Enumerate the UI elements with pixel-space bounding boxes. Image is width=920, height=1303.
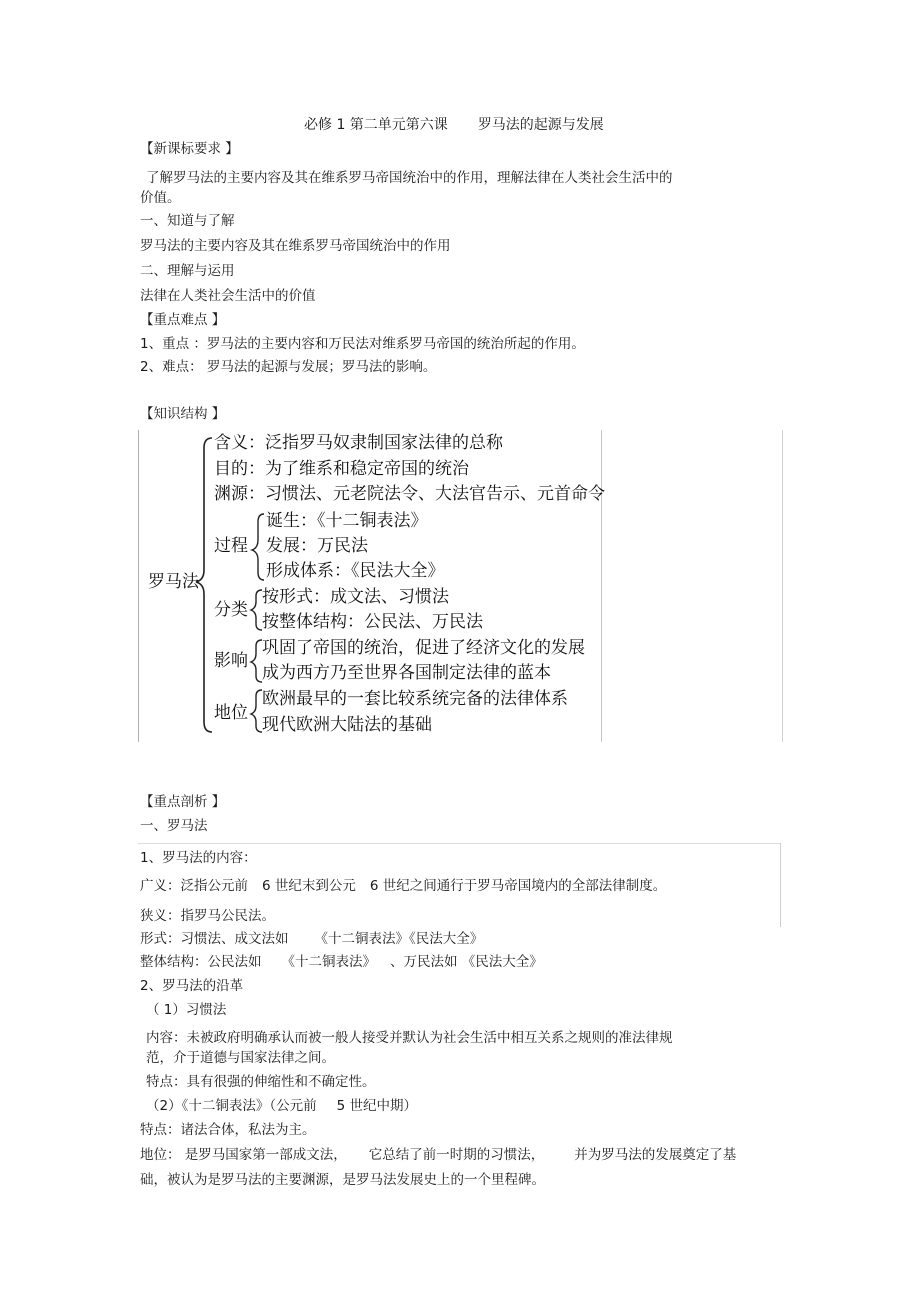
process-brace (252, 514, 264, 580)
influence-brace (251, 640, 262, 682)
broad-definition (140, 880, 666, 894)
diagram-source: 渊源：习惯法、元老院法令、大法官告示、元首命令 (214, 484, 605, 504)
page-title (304, 118, 604, 132)
twelve-a: （2）《十二铜表法》（公元前 (146, 1098, 317, 1114)
status-b: 它总结了前一时期的习惯法， (368, 1147, 545, 1163)
twelve-b: 5 世纪中期） (336, 1098, 417, 1114)
custom-law-heading: （ 1）习惯法 (146, 1002, 227, 1018)
form-b: 《十二铜表法》《民法大全》 (314, 931, 484, 947)
diagram-influence-item-2: 成为西方乃至世界各国制定法律的蓝本 (262, 663, 551, 683)
standard-line-1: 了解罗马法的主要内容及其在维系罗马帝国统治中的作用，理解法律在人类社会生活中的 (146, 170, 673, 186)
standard-line-2: 价值。 (140, 190, 181, 206)
standard-part1-heading: 一、知道与了解 (140, 213, 235, 229)
category-brace (251, 590, 262, 630)
diagram-process-item-3: 形成体系：《民法大全》 (266, 561, 445, 581)
standard-heading: 【新课标要求 】 (140, 141, 239, 157)
title-lesson: 必修 1 第二单元第六课 (304, 117, 448, 133)
form-a: 形式：习惯法、成文法如 (140, 931, 289, 947)
form-line (140, 933, 483, 947)
knowledge-structure-diagram (138, 430, 784, 742)
evolution-heading: 2、罗马法的沿革 (140, 978, 244, 994)
diagram-root: 罗马法 (148, 572, 199, 592)
diagram-category-item-2: 按整体结构：公民法、万民法 (262, 612, 483, 632)
diagram-process-item-2: 发展：万民法 (266, 536, 368, 556)
keypoints-line-1: 1、重点 ：罗马法的主要内容和万民法对维系罗马帝国的统治所起的作用。 (140, 336, 585, 352)
analysis-section-1: 一、罗马法 (140, 818, 208, 834)
status-a: 地位： 是罗马国家第一部成文法， (140, 1147, 347, 1163)
broad-a: 广义：泛指公元前 (140, 878, 248, 894)
keypoints-heading: 【重点难点 】 (140, 312, 226, 328)
twelve-status-line-1 (140, 1149, 736, 1163)
structure-heading: 【知识结构 】 (140, 406, 226, 422)
broad-b: 6 世纪末到公元 (262, 878, 356, 894)
diagram-influence-label: 影响 (214, 651, 248, 671)
twelve-status-line-2: 础，被认为是罗马法的主要渊源，是罗马法发展史上的一个里程碑。 (140, 1172, 545, 1188)
custom-content-2: 范，介于道德与国家法律之间。 (146, 1050, 335, 1066)
diagram-status-item-2: 现代欧洲大陆法的基础 (262, 715, 432, 735)
diagram-process-item-1: 诞生：《十二铜表法》 (266, 511, 428, 531)
diagram-meaning: 含义：泛指罗马奴隶制国家法律的总称 (214, 433, 503, 453)
twelve-tables-heading (146, 1100, 417, 1114)
narrow-definition: 狭义：指罗马公民法。 (140, 908, 275, 924)
whole-b: 《十二铜表法》 (281, 954, 376, 970)
twelve-feature: 特点：诸法合体，私法为主。 (140, 1122, 316, 1138)
diagram-status-item-1: 欧洲最早的一套比较系统完备的法律体系 (262, 689, 568, 709)
standard-part2-text: 法律在人类社会生活中的价值 (140, 288, 316, 304)
content-box-top-border (138, 843, 781, 844)
content-box-right-border (780, 843, 781, 927)
keypoints-line-2: 2、难点： 罗马法的起源与发展；罗马法的影响。 (140, 359, 437, 375)
standard-part1-text: 罗马法的主要内容及其在维系罗马帝国统治中的作用 (140, 238, 451, 254)
diagram-category-item-1: 按形式：成文法、习惯法 (262, 587, 449, 607)
diagram-process-label: 过程 (214, 536, 248, 556)
whole-structure-line (140, 956, 543, 970)
content-heading: 1、罗马法的内容： (140, 850, 257, 866)
status-brace (251, 690, 262, 732)
whole-a: 整体结构：公民法如 (140, 954, 262, 970)
diagram-influence-item-1: 巩固了帝国的统治，促进了经济文化的发展 (262, 638, 585, 658)
analysis-heading: 【重点剖析 】 (140, 794, 226, 810)
custom-feature: 特点：具有很强的伸缩性和不确定性。 (146, 1074, 376, 1090)
whole-c: 、万民法如 《民法大全》 (390, 954, 543, 970)
status-c: 并为罗马法的发展奠定了基 (574, 1147, 737, 1163)
standard-part2-heading: 二、理解与运用 (140, 263, 235, 279)
diagram-purpose: 目的：为了维系和稳定帝国的统治 (214, 459, 469, 479)
diagram-status-label: 地位 (214, 703, 248, 723)
title-topic: 罗马法的起源与发展 (477, 117, 604, 133)
diagram-category-label: 分类 (214, 600, 248, 620)
broad-c: 6 世纪之间通行于罗马帝国境内的全部法律制度。 (369, 878, 667, 894)
custom-content-1: 内容：未被政府明确承认而被一般人接受并默认为社会生活中相互关系之规则的准法律规 (146, 1030, 673, 1046)
